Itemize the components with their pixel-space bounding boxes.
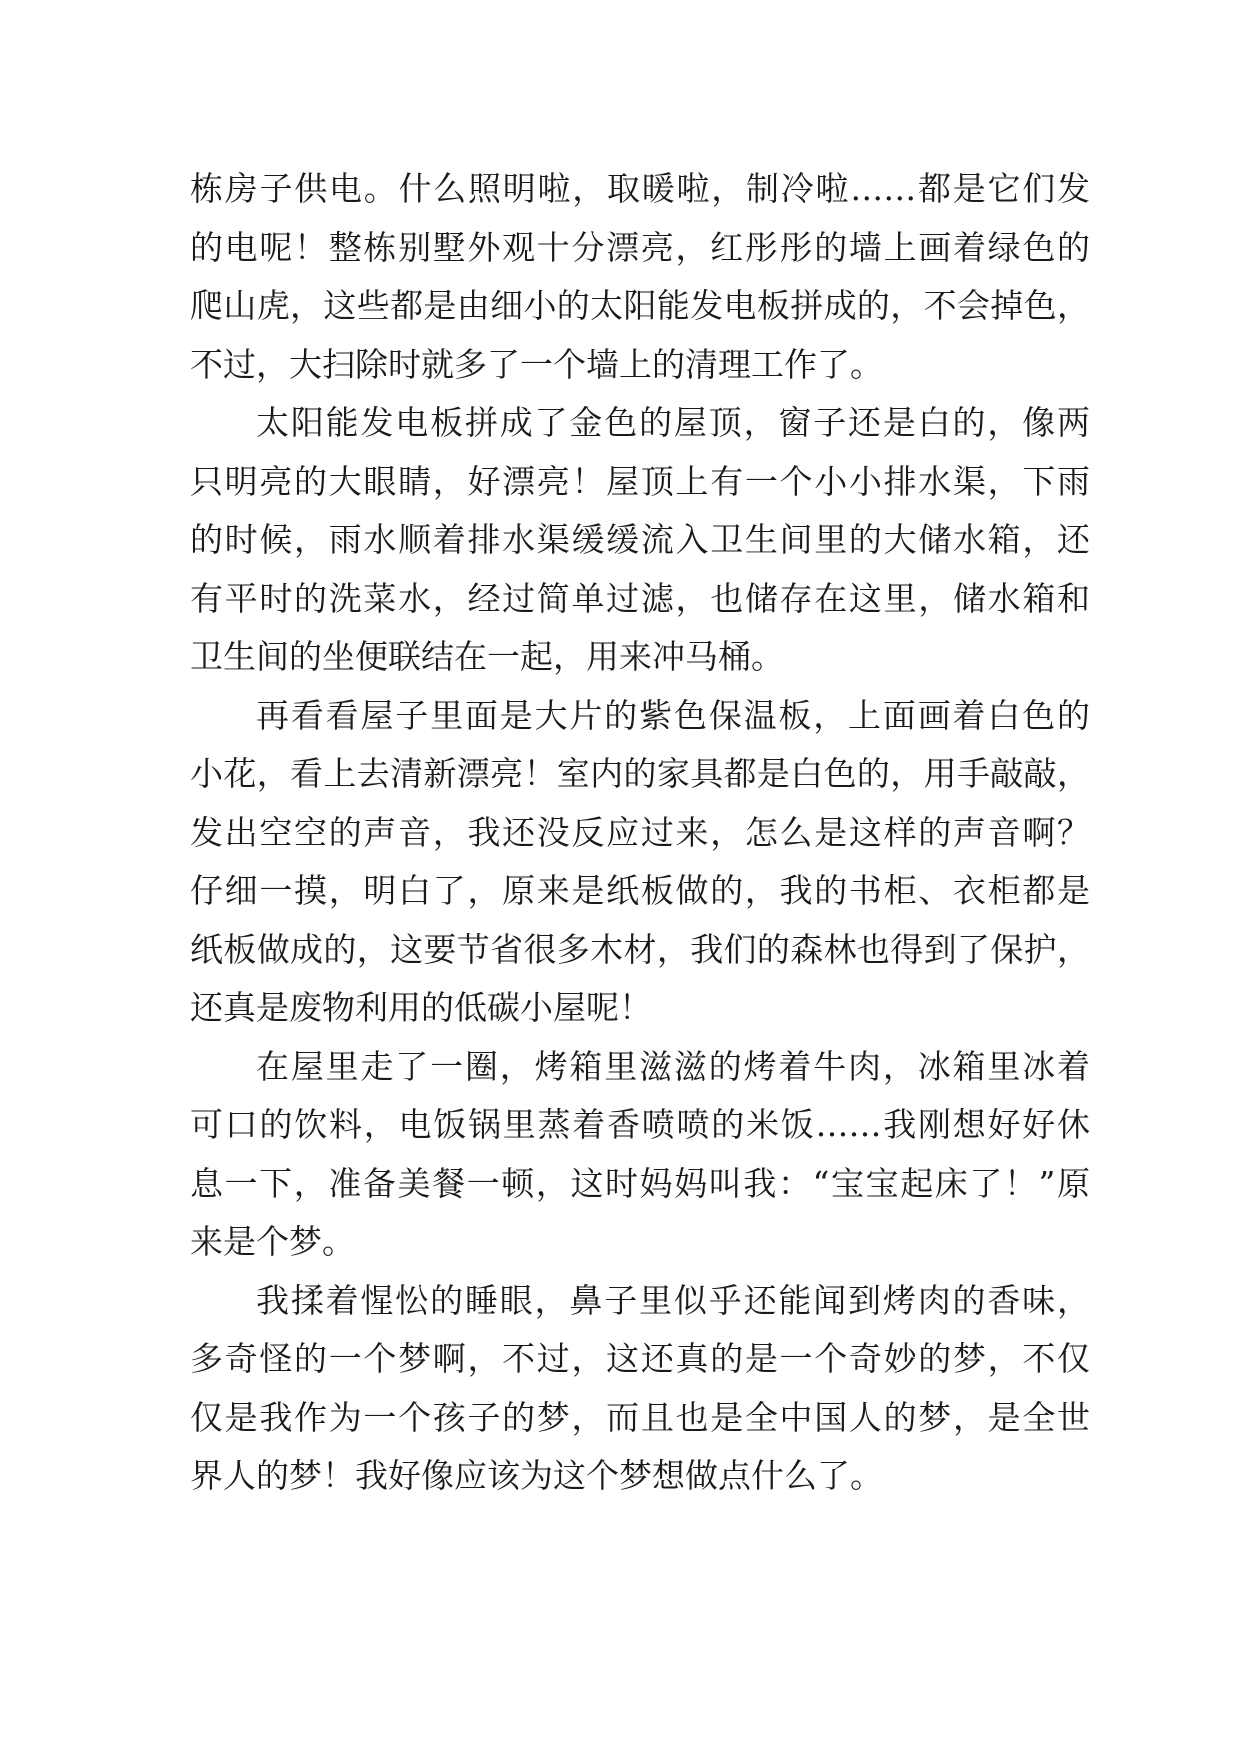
text-line: 多奇怪的一个梦啊，不过，这还真的是一个奇妙的梦，不仅 (190, 1339, 1090, 1378)
text-line: 发出空空的声音，我还没反应过来，怎么是这样的声音啊？ (190, 812, 1090, 852)
text-line: 小花，看上去清新漂亮！室内的家具都是白色的，用手敲敲， (190, 754, 1090, 793)
text-line: 界人的梦！我好像应该为这个梦想做点什么了。 (190, 1456, 883, 1495)
paragraph (190, 160, 1090, 394)
paragraph (190, 1272, 1090, 1506)
paragraph (190, 394, 1090, 687)
text-line: 只明亮的大眼睛，好漂亮！屋顶上有一个小小排水渠，下雨 (190, 461, 1090, 501)
text-line: 仅是我作为一个孩子的梦，而且也是全中国人的梦，是全世 (190, 1397, 1090, 1437)
text-line: 纸板做成的，这要节省很多木材，我们的森林也得到了保护， (190, 929, 1090, 969)
text-line: 息一下，准备美餐一顿，这时妈妈叫我：“宝宝起床了！”原 (190, 1163, 1090, 1203)
text-line: 卫生间的坐便联结在一起，用来冲马桶。 (190, 637, 784, 676)
text-line: 的电呢！整栋别墅外观十分漂亮，红彤彤的墙上画着绿色的 (190, 227, 1090, 267)
text-line: 在屋里走了一圈，烤箱里滋滋的烤着牛肉，冰箱里冰着 (256, 1046, 1090, 1086)
text-line: 不过，大扫除时就多了一个墙上的清理工作了。 (190, 344, 883, 384)
text-line: 可口的饮料，电饭锅里蒸着香喷喷的米饭……我刚想好好休 (190, 1105, 1090, 1144)
text-line: 爬山虎，这些都是由细小的太阳能发电板拼成的，不会掉色， (190, 286, 1090, 325)
text-line: 的时候，雨水顺着排水渠缓缓流入卫生间里的大储水箱，还 (190, 520, 1090, 559)
text-line: 来是个梦。 (190, 1222, 355, 1261)
text-line: 太阳能发电板拼成了金色的屋顶，窗子还是白的，像两 (256, 403, 1090, 442)
text-line: 还真是废物利用的低碳小屋呢！ (190, 988, 652, 1027)
text-line: 栋房子供电。什么照明啦，取暖啦，制冷啦……都是它们发 (190, 169, 1090, 208)
text-line: 再看看屋子里面是大片的紫色保温板，上面画着白色的 (256, 695, 1090, 735)
text-line: 我揉着惺忪的睡眼，鼻子里似乎还能闻到烤肉的香味， (256, 1280, 1090, 1320)
paragraph (190, 1038, 1090, 1272)
text-line: 仔细一摸，明白了，原来是纸板做的，我的书柜、衣柜都是 (190, 871, 1090, 910)
body-text (190, 160, 1090, 1506)
text-line: 有平时的洗菜水，经过简单过滤，也储存在这里，储水箱和 (190, 578, 1090, 618)
paragraph (190, 687, 1090, 1038)
